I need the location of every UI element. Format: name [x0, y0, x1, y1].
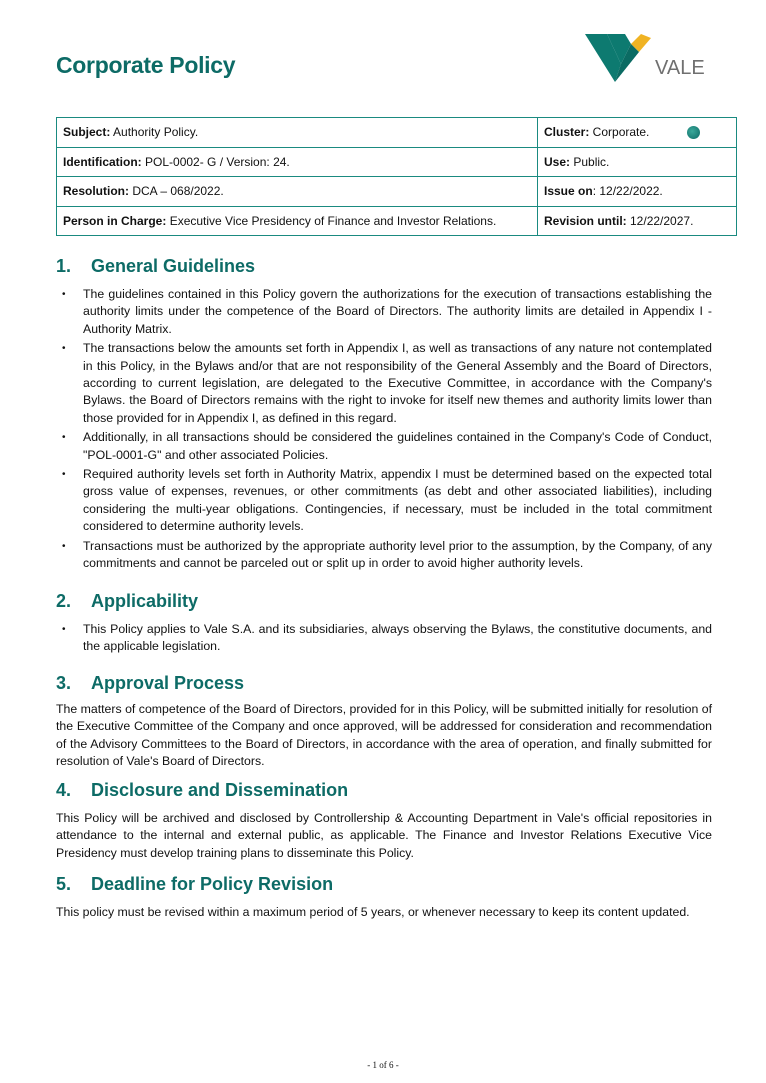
- svg-text:VALE: VALE: [655, 57, 705, 79]
- field-value: 12/22/2027.: [626, 213, 694, 228]
- info-cell: [538, 206, 737, 236]
- vale-logo: [585, 30, 720, 85]
- bullet-item: [56, 538, 712, 573]
- bullet-icon: •: [62, 289, 66, 300]
- field-value: Public.: [570, 154, 610, 169]
- section-text: This Policy will be archived and disclosed by Controllership & Accounting Department in Vale's official repositories in attendance to the internal and external public, as applicable. The Finance and Investor Relations Executive Vice Presidency must develop training plans to disseminate this Policy.: [56, 811, 712, 860]
- page-number: - 1 of 6 -: [367, 1060, 399, 1070]
- section-text: This policy must be revised within a maximum period of 5 years, or whenever necessary to keep its content updated.: [56, 905, 690, 919]
- globe-icon: [687, 126, 700, 139]
- bullet-icon: •: [62, 343, 66, 355]
- section-heading: 2. Applicability: [56, 591, 199, 611]
- bullet-item: [56, 286, 712, 338]
- info-cell: [538, 118, 737, 148]
- page-title: Corporate Policy: [56, 52, 236, 78]
- info-cell: [538, 177, 737, 207]
- bullet-item: [56, 429, 712, 464]
- bullet-text: This Policy applies to Vale S.A. and its subsidiaries, always observing the Bylaws, the constitutive documents, and the applicable legislation.: [83, 622, 712, 654]
- info-cell: [57, 118, 538, 148]
- info-row: [57, 147, 737, 177]
- section-heading: 3. Approval Process: [56, 673, 245, 693]
- bullet-text: Required authority levels set forth in Authority Matrix, appendix I must be determined based on the expected total gross value of expenses, revenues, or other commitments (as debt and other associated liabilities), including considering the multi-year obligations. Contingencies, if necessary, must be included in the total commitment considered to determine authority levels.: [83, 467, 712, 534]
- bullet-text: Additionally, in all transactions should be considered the guidelines contained in the Company's Code of Conduct, "POL-0001-G" and other associated Policies.: [83, 430, 712, 462]
- section-text: The matters of competence of the Board of Directors, provided for in this Policy, will be submitted initially for resolution of the Executive Committee of the Company and once approved, will be addressed for consideration and recommendation of the Advisory Committees to the Board of Directors, in accordance with the area of operation, and finally submitted for resolution of Vale's Board of Directors.: [56, 702, 712, 769]
- field-label: Cluster:: [544, 125, 590, 140]
- info-row: [57, 206, 737, 236]
- field-label: Issue on: [544, 184, 593, 199]
- bullet-icon: •: [62, 469, 66, 481]
- section-3: [56, 673, 712, 771]
- info-cell: [538, 147, 737, 177]
- info-row: [57, 118, 737, 148]
- bullet-item: [56, 340, 712, 427]
- section-2: [56, 591, 712, 658]
- section-heading: 5. Deadline for Policy Revision: [56, 874, 334, 894]
- field-value: Corporate.: [589, 125, 650, 140]
- bullet-list: [56, 286, 712, 573]
- info-cell: [57, 177, 538, 207]
- field-value: Executive Vice Presidency of Finance and Investor Relations.: [166, 213, 497, 228]
- bullet-text: The guidelines contained in this Policy govern the authorizations for the execution of transactions establishing the authority limits under the competence of the Board of Directors. The authority limits are detailed in Appendix I - Authority Matrix.: [83, 287, 712, 336]
- field-value: DCA – 068/2022.: [129, 184, 224, 199]
- field-value: : 12/22/2022.: [592, 184, 663, 199]
- bullet-text: The transactions below the amounts set forth in Appendix I, as well as transactions of any nature not contemplated in this Policy, in the Bylaws and/or that are not responsibility of the General Assembly and the Board of Directors, according to current legislation, are delegated to the Executive Committee, in accordance with the Company's Bylaws. the Board of Directors remains with the right to invoke for itself new themes and authority limits lower than those provided for in Appendix I, as defined in this regard.: [83, 341, 712, 425]
- section-heading: 4. Disclosure and Dissemination: [56, 780, 349, 800]
- info-cell: [57, 147, 538, 177]
- section-heading: 1. General Guidelines: [56, 256, 256, 276]
- bullet-item: [56, 621, 712, 656]
- bullet-icon: •: [62, 432, 66, 444]
- bullet-text: Transactions must be authorized by the appropriate authority level prior to the assumption, by the Company, of any commitments and cannot be parceled out or split up in order to avoid higher authority levels.: [83, 538, 712, 571]
- field-value: Authority Policy.: [110, 125, 199, 140]
- bullet-list: [56, 621, 712, 656]
- field-label: Revision until:: [544, 213, 627, 228]
- info-row: [57, 177, 737, 207]
- bullet-icon: •: [62, 624, 66, 635]
- field-label: Resolution:: [63, 184, 129, 199]
- field-value: POL-0002- G / Version: 24.: [141, 154, 290, 169]
- field-label: Identification:: [63, 154, 142, 169]
- policy-info-table: [56, 117, 737, 236]
- section-4: [56, 780, 712, 862]
- info-cell: [57, 206, 538, 236]
- field-label: Use:: [544, 154, 571, 169]
- bullet-item: [56, 466, 712, 536]
- field-label: Subject:: [63, 125, 111, 140]
- field-label: Person in Charge:: [63, 213, 167, 228]
- section-1: [56, 256, 712, 575]
- bullet-icon: •: [62, 540, 66, 552]
- section-5: [56, 874, 712, 921]
